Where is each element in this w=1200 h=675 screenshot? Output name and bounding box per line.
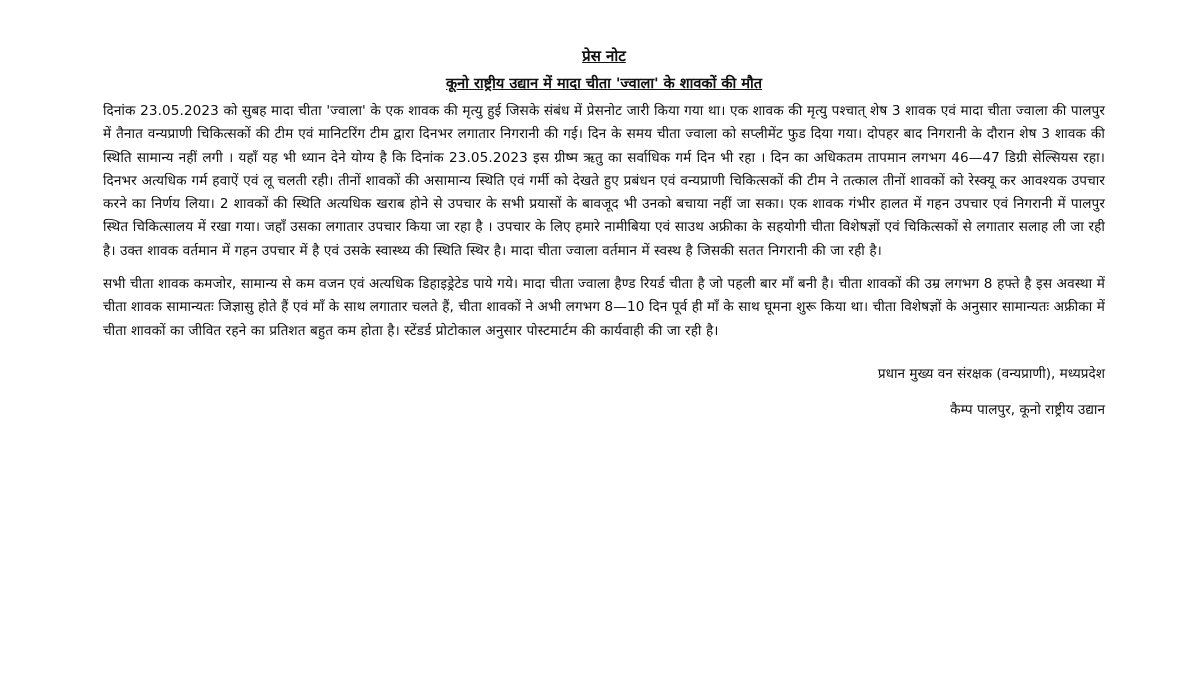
document-title: प्रेस नोट (582, 47, 626, 65)
paragraph-2: सभी चीता शावक कमजोर, सामान्य से कम वजन एवं अत्यधिक डिहाइड्रेटेड पाये गये। मादा चीता ज्वाला हैण्ड रियर्ड चीता है जो पहली बार माँ बनी है। चीता शावकों की उम्र लगभग 8 हफ्ते है इस अवस्था में चीता शावक सामान्यतः जिज्ञासु होते हैं एवं माँ के साथ लगातार चलते हैं, चीता शावकों ने अभी लगभग 8—10 दिन पूर्व ही माँ के साथ घूमना शुरू किया था। चीता विशेषज्ञों के अनुसार सामान्यतः अफ्रीका में चीता शावकों का जीवित रहने का प्रतिशत बहुत कम होता है। स्टेंडर्ड प्रोटोकाल अनुसार पोस्टमार्टम की कार्यवाही की जा रही है। (103, 276, 1105, 339)
signature-designation: प्रधान मुख्य वन संरक्षक (वन्यप्राणी), मध्यप्रदेश (877, 365, 1105, 382)
signature-location: कैम्प पालपुर, कूनो राष्ट्रीय उद्यान (950, 401, 1105, 418)
document-subtitle: कूनो राष्ट्रीय उद्यान में मादा चीता 'ज्वाला' के शावकों की मौत (445, 76, 763, 92)
paragraph-1: दिनांक 23.05.2023 को सुबह मादा चीता 'ज्वाला' के एक शावक की मृत्यु हुई जिसके संबंध में प्रेसनोट जारी किया गया था। एक शावक की मृत्यु पश्चात् शेष 3 शावक एवं मादा चीता ज्वाला की पालपुर में तैनात वन्यप्राणी चिकित्सकों की टीम एवं मानिटरिंग टीम द्वारा दिनभर लगातार निगरानी की गई। दिन के समय चीता ज्वाला को सप्लीमेंट फुड दिया गया। दोपहर बाद निगरानी के दौरान शेष 3 शावक की स्थिति सामान्य नहीं लगी । यहाँ यह भी ध्यान देने योग्य है कि दिनांक 23.05.2023 इस ग्रीष्म ऋतु का सर्वाधिक गर्म दिन भी रहा । दिन का अधिकतम तापमान लगभग 46—47 डिग्री सेल्सियस रहा। दिनभर अत्यधिक गर्म हवाऐं एवं लू चलती रही। तीनों शावकों की असामान्य स्थिति एवं गर्मी को देखते हुए प्रबंधन एवं वन्यप्राणी चिकित्सकों की टीम ने तत्काल तीनों शावकों को रेस्क्यू कर आवश्यक उपचार करने का निर्णय लिया। 2 शावकों की स्थिति अत्यधिक खराब होने से उपचार के सभी प्रयासों के बावजूद भी उनको बचाया नहीं जा सका। एक शावक गंभीर हालत में गहन उपचार एवं निगरानी में पालपुर स्थित चिकित्सालय में रखा गया। जहाँ उसका लगातार उपचार किया जा रहा है । उपचार के लिए हमारे नामीबिया एवं साउथ अफ्रीका के सहयोगी चीता विशेषज्ञों एवं चिकित्सकों से लगातार सलाह ली जा रही है। उक्त शावक वर्तमान में गहन उपचार में है एवं उसके स्वास्थ्य की स्थिति स्थिर है। मादा चीता ज्वाला वर्तमान में स्वस्थ है जिसकी सतत निगरानी की जा रही है। (103, 103, 1105, 259)
